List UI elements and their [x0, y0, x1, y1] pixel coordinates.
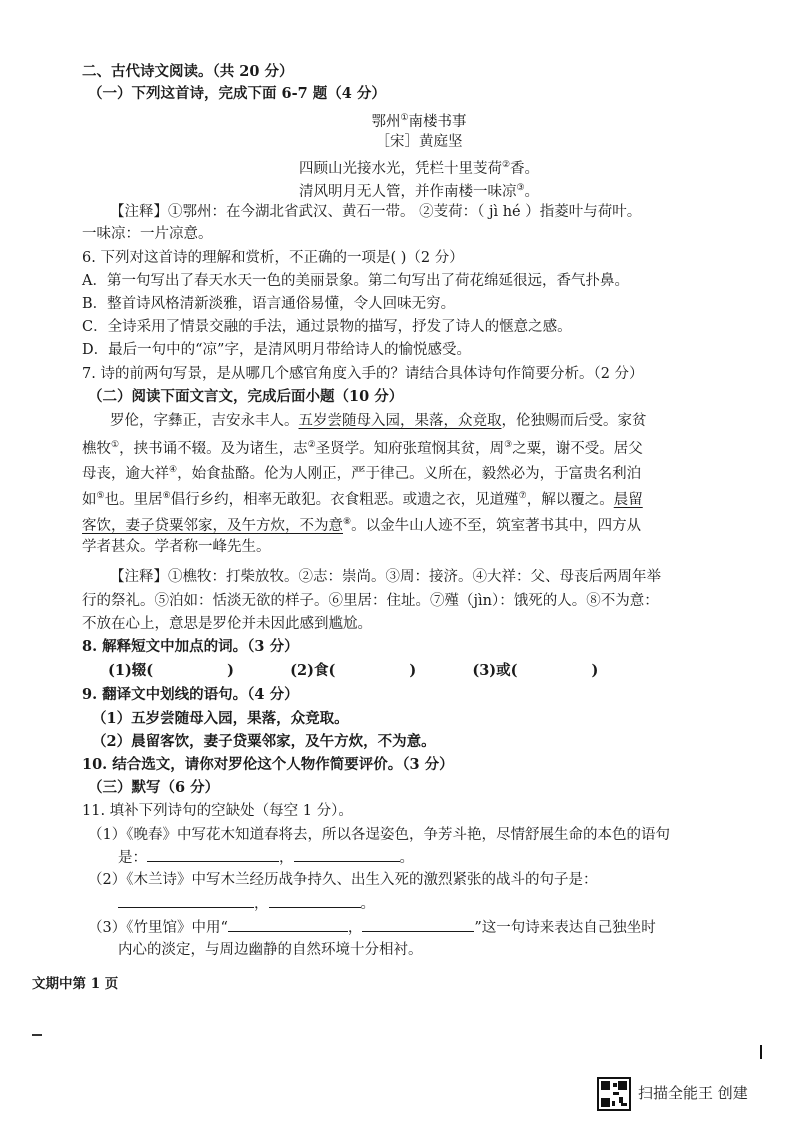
footnote-mark: ⑦ — [518, 491, 527, 501]
question-10: 10. 结合选文，请你对罗伦这个人物作简要评价。（3 分） — [82, 756, 454, 773]
passage-text: 母丧，逾大祥 — [82, 465, 169, 482]
part1-title: （一）下列这首诗，完成下面 6-7 题（4 分） — [88, 85, 386, 102]
passage-line-2 — [82, 435, 643, 459]
passage-text: ，挟书诵不辍。及为诸生，志 — [119, 440, 308, 457]
footnote-mark: ① — [400, 113, 409, 123]
poem-author: ［宋］黄庭坚 — [375, 134, 463, 150]
footnote-mark: ⑥ — [162, 491, 171, 501]
q11-item-1-blanks — [118, 847, 414, 868]
passage-text: 之粟，谢不受。居父 — [512, 440, 643, 457]
answer-blank[interactable] — [228, 917, 348, 932]
passage-line-6: 学者甚众。学者称一峰先生。 — [82, 539, 271, 555]
q8-close-paren: ) — [591, 662, 599, 679]
part2-title: （二）阅读下面文言文，完成后面小题（10 分） — [88, 388, 404, 405]
poem-line-1 — [22, 155, 794, 179]
underlined-sentence: 晨留 — [613, 491, 643, 508]
passage-text: 如 — [82, 491, 97, 508]
poem-note-cont: 一味凉：一片凉意。 — [82, 226, 213, 242]
poem-line-2 — [22, 178, 794, 202]
q9-sentence-1: （1）五岁尝随母入园，果落，众竞取。 — [92, 710, 349, 727]
passage-note: 【注释】①樵牧：打柴放牧。②志：崇尚。③周：接济。④大祥：父、母丧后两周年举 — [110, 569, 661, 585]
q9-sentence-2: （2）晨留客饮，妻子贷粟邻家，及午方炊，不为意。 — [92, 733, 436, 750]
q11-item-1: （1）《晚春》中写花木知道春将去，所以各逞姿色，争芳斗艳，尽情舒展生命的本色的语句 — [88, 827, 670, 843]
q11-item-3 — [88, 917, 656, 938]
passage-text: 罗伦，字彝正，吉安永丰人。 — [110, 413, 299, 429]
q11-label: （3）《竹里馆》中用“ — [88, 920, 228, 936]
q8-close-paren: ) — [227, 662, 235, 679]
underlined-sentence: 五岁尝随母入园，果落，众竞取 — [298, 413, 502, 429]
answer-blank[interactable] — [294, 847, 400, 862]
footnote-mark: ④ — [169, 465, 178, 475]
passage-line-3 — [82, 460, 641, 484]
question-9: 9. 翻译文中划线的语句。（4 分） — [82, 686, 299, 703]
passage-text: 圣贤学。知府张瑄悯其贫，周 — [315, 440, 505, 457]
footnote-mark: ② — [501, 160, 511, 170]
passage-text: 倡行乡约，相率无敢犯。衣食粗恶。或遗之衣，见道殣 — [170, 491, 519, 508]
underlined-sentence: 客饮，妻子贷粟邻家，及午方炊，不为意 — [82, 517, 343, 534]
footnote-mark: ⑧ — [343, 517, 352, 527]
footnote-mark: ① — [111, 440, 120, 450]
part3-title: （三）默写（6 分） — [88, 779, 220, 796]
q6-option-b: B．整首诗风格清新淡雅，语言通俗易懂，令人回味无穷。 — [82, 296, 456, 312]
passage-line-4 — [82, 486, 643, 510]
q11-item-3-cont: 内心的淡定，与周边幽静的自然环境十分相衬。 — [118, 942, 423, 958]
watermark-text: 扫描全能王 创建 — [638, 1084, 748, 1102]
q11-item-2: （2）《木兰诗》中写木兰经历战争持久、出生入死的激烈紧张的战斗的句子是： — [88, 872, 598, 888]
comma: ， — [279, 850, 294, 866]
edge-dash — [32, 1034, 42, 1036]
answer-blank[interactable] — [118, 893, 254, 908]
comma: ， — [347, 920, 363, 936]
question-6: 6. 下列对这首诗的理解和赏析，不正确的一项是( )（2 分） — [82, 250, 464, 266]
poem-line-text-end: 香。 — [510, 160, 540, 177]
q6-option-d: D．最后一句中的“凉”字，是清风明月带给诗人的愉悦感受。 — [82, 342, 471, 358]
passage-text: ，解以覆之。 — [526, 491, 614, 508]
passage-line-1 — [110, 411, 647, 431]
page-footer: 文期中第 1 页 — [32, 976, 119, 992]
q6-option-a: A．第一句写出了春天水天一色的美丽景象。第二句写出了荷花绵延很远，香气扑鼻。 — [82, 273, 629, 289]
q8-close-paren: ) — [409, 662, 417, 679]
passage-line-5 — [82, 512, 641, 536]
passage-text: 樵牧 — [82, 440, 111, 457]
passage-note-cont-2: 不放在心上，意思是罗伦并未因此感到尴尬。 — [82, 616, 372, 632]
period: 。 — [360, 896, 375, 912]
footnote-mark: ⑤ — [96, 491, 105, 501]
period: 。 — [399, 850, 414, 866]
answer-blank[interactable] — [269, 893, 361, 908]
passage-note-cont: 行的祭礼。⑤泊如：恬淡无欲的样子。⑥里居：住址。⑦殣（jìn）：饿死的人。⑧不为意： — [82, 593, 659, 609]
passage-text: ，始食盐酪。伦为人刚正，严于律己。义所在，毅然必为，于富贵名利泊 — [177, 465, 642, 482]
question-7: 7. 诗的前两句写景，是从哪几个感官角度入手的？请结合具体诗句作简要分析。（2 分） — [82, 366, 644, 382]
poem-line-text-end: 。 — [524, 183, 540, 200]
footnote-mark: ③ — [504, 440, 513, 450]
q8-item-3: (3)或( — [472, 662, 518, 679]
q8-items — [108, 661, 598, 681]
qr-code-icon — [597, 1077, 631, 1111]
section-title: 二、古代诗文阅读。（共 20 分） — [82, 63, 294, 80]
passage-text: 。以金牛山人迹不至，筑室著书其中，四方从 — [351, 517, 642, 534]
poem-title — [22, 108, 794, 132]
q11-label: ”这一句诗来表达自己独坐时 — [474, 920, 656, 936]
footnote-mark: ② — [307, 440, 316, 450]
q8-item-1: (1)辍( — [108, 662, 154, 679]
poem-line-text: 四顾山光接水光，凭栏十里芰荷 — [298, 160, 502, 177]
q11-item-2-blanks — [118, 893, 375, 914]
footnote-mark: ③ — [516, 183, 525, 193]
passage-text: ，伦独赐而后受。家贫 — [501, 413, 647, 429]
comma: ， — [254, 896, 269, 912]
answer-blank[interactable] — [362, 917, 474, 932]
question-11: 11. 填补下列诗句的空缺处（每空 1 分）。 — [82, 803, 353, 819]
q11-label: 是： — [118, 850, 147, 866]
passage-text: 也。里居 — [104, 491, 163, 508]
poem-title-text-2: 南楼书事 — [408, 113, 467, 130]
answer-blank[interactable] — [147, 847, 279, 862]
poem-title-text: 鄂州 — [371, 113, 401, 130]
poem-note: 【注释】①鄂州：在今湖北省武汉、黄石一带。 ②芰荷：（ jì hé ）指菱叶与荷叶。 — [110, 204, 642, 220]
q8-item-2: (2)食( — [290, 662, 336, 679]
q6-option-c: C．全诗采用了情景交融的手法，通过景物的描写，抒发了诗人的惬意之感。 — [82, 319, 572, 335]
question-8: 8. 解释短文中加点的词。（3 分） — [82, 638, 299, 655]
poem-line-text: 清风明月无人管，并作南楼一味凉 — [298, 183, 517, 200]
edge-tick — [760, 1045, 762, 1059]
